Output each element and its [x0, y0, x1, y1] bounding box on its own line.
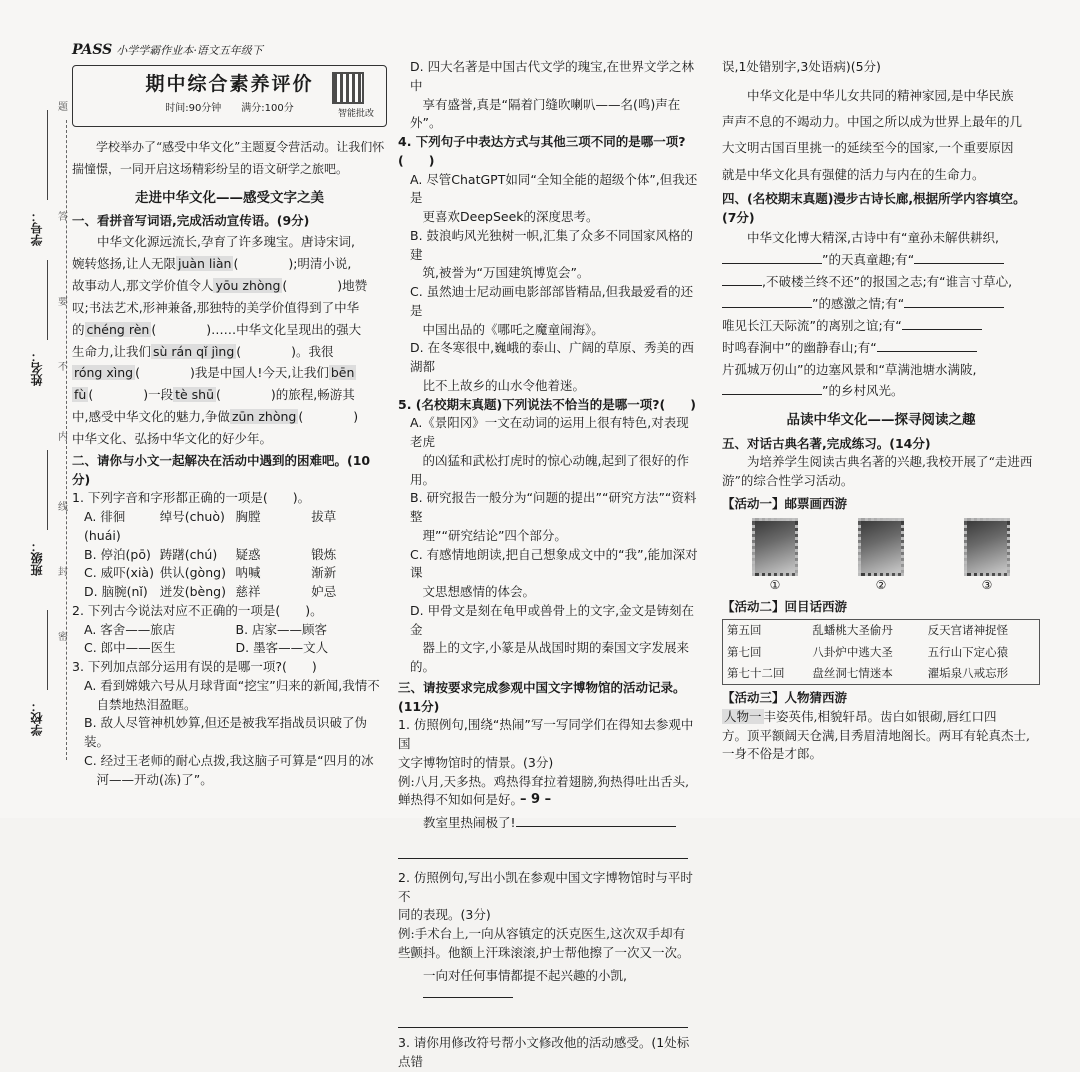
answer-row — [398, 967, 700, 1005]
option-line: D. 在冬寒很中,巍峨的泰山、广阔的草原、秀美的西湖都 — [410, 340, 695, 374]
option-line: B. 敌人尽管神机妙算,但还是被我军指战员识破了伪装。 — [84, 715, 367, 750]
option-row: C. 郎中——医生 D. 墨客——文人 — [84, 640, 329, 656]
question: 2. 下列古今说法对应不正确的一项是( )。 — [72, 602, 323, 618]
answer-line[interactable] — [398, 847, 688, 859]
option-line: 的凶猛和武松打虎时的惊心动魄,起到了很好的作用。 — [410, 452, 689, 487]
question: 3. 请你用修改符号帮小文修改他的活动感受。(1处标点错 — [398, 1035, 690, 1069]
question-heading: 二、请你与小文一起解决在活动中遇到的困难吧。(10分) — [72, 452, 371, 487]
answer-line[interactable] — [722, 383, 822, 395]
stamp-image — [964, 518, 1010, 576]
answer-line[interactable] — [902, 318, 982, 330]
pinyin: sù rán qǐ jìng — [152, 343, 235, 359]
options — [398, 171, 700, 396]
question-heading: 一、看拼音写词语,完成活动宣传语。(9分) — [72, 213, 310, 229]
question: 1. 下列字音和字形都正确的一项是( )。 — [72, 490, 311, 506]
passage-line: róng xìng ( )我是中国人!今天,让我们 bēn — [74, 365, 355, 381]
answer-line[interactable] — [722, 296, 812, 308]
chapter-table — [722, 619, 1040, 685]
answer-prompt: 教室里热闹极了! — [423, 815, 516, 830]
passage-line: 叹;书法艺术,形神兼备,那独特的美学价值得到了中华 — [72, 299, 360, 315]
name-label: 姓名： — [30, 350, 44, 386]
option-line: A. 看到嫦娥六号从月球背面“挖宝”归来的新闻,我情不 — [84, 677, 380, 693]
option-line: B. 鼓浪屿风光独树一帜,汇集了众多不同国家风格的建 — [410, 227, 693, 262]
exam-title: 期中综合素养评价 — [145, 73, 314, 95]
seal-char: 线 — [58, 502, 68, 513]
option-line: C. 经过王老师的耐心点拨,我这脑子可算是“四月的冰 — [84, 752, 374, 768]
answer-line[interactable] — [914, 252, 1004, 264]
school-label: 学校： — [30, 700, 44, 736]
qr-label: 智能批改 — [337, 109, 374, 119]
example: 例:手术台上,一向从容镇定的沃克医生,这次双手却有 些颤抖。他额上汗珠滚滚,护士帮他擦了一次又一次。 — [398, 926, 690, 960]
question: 5. (名校期末真题)下列说法不恰当的是哪一项?( ) — [398, 396, 696, 412]
option-line: 河——开动(冻)了”。 — [84, 771, 213, 787]
question-heading: 四、(名校期末真题)漫步古诗长廊,根据所学内容填空。(7分) — [722, 190, 1026, 225]
option-row: C. 威吓(xià) 供认(gòng) 呐喊 渐新 — [84, 565, 337, 581]
poetry-fill: 中华文化博大精深,古诗中有“童孙未解供耕织, ”的天真童趣;有“ ,不破楼兰终不还”的报国之志;有“谁言寸草心, ”的感激之情;有“ 唯见长江天际流”的离别之谊;有“ 时鸣春涧中”的幽静春山;有“ 片孤城万仞山”的边塞风景和“草满池塘水满陂, ”的乡村风光。 — [722, 230, 1013, 399]
activity-title: 【活动三】人物猜西游 — [722, 690, 848, 705]
passage-line: 婉转悠扬,让人无限 juàn liàn ( );明清小说, — [72, 256, 352, 272]
option-line: 文思想感情的体会。 — [410, 584, 536, 599]
column-3 — [722, 58, 1040, 764]
question: 1. 仿照例句,围绕“热闹”写一写同学们在得知去参观中国 文字博物馆时的情景。(3分) — [398, 717, 694, 770]
options — [398, 414, 700, 677]
stamps — [722, 518, 1040, 576]
seal-char: 内 — [58, 432, 68, 443]
seal-char: 题 — [58, 102, 68, 113]
passage-line: 的 chéng rèn ( )……中华文化呈现出的强大 — [72, 321, 362, 337]
question: 3. 下列加点部分运用有误的是哪一项?( ) — [72, 659, 317, 675]
question-heading: 五、对话古典名著,完成练习。(14分) — [722, 435, 931, 451]
pinyin: róng xìng — [74, 365, 134, 381]
example: 例:八月,天多热。鸡热得耷拉着翅膀,狗热得吐出舌头, 蝉热得不知如何是好。 — [398, 773, 690, 808]
option-row: A. 客舍——旅店 B. 店家——顾客 — [84, 621, 328, 637]
answer-line[interactable] — [722, 252, 822, 264]
pinyin-passage — [72, 231, 387, 450]
option-line: C. 虽然迪士尼动画电影部部皆精品,但我最爱看的还是 — [410, 284, 694, 318]
option-row: D. 脑腕(nǐ) 迸发(bèng) 慈祥 妒忌 — [84, 584, 337, 600]
activity-title: 【活动一】邮票画西游 — [722, 495, 848, 511]
option-line: D. 甲骨文是刻在龟甲或兽骨上的文字,金文是铸刻在金 — [410, 602, 695, 637]
passage-line: fù ( )一段 tè shū ( )的旅程,畅游其 — [74, 387, 355, 403]
answer-line[interactable] — [904, 296, 1004, 308]
exam-meta: 时间:90分钟 满分:100分 — [165, 102, 294, 114]
stamp-image — [752, 518, 798, 576]
options — [72, 677, 387, 790]
seal-char: 要 — [58, 297, 68, 308]
activity-title: 【活动二】回目话西游 — [722, 598, 848, 614]
pinyin: chéng rèn — [86, 321, 150, 337]
options — [72, 621, 387, 659]
qr-code-icon — [332, 72, 364, 104]
name-line — [47, 260, 48, 340]
answer-prompt: 一向对任何事情都提不起兴趣的小凯, — [423, 967, 627, 983]
class-line — [47, 450, 48, 530]
option-line: D. 四大名著是中国古代文学的瑰宝,在世界文学之林中 — [410, 59, 695, 93]
seal-char: 密 — [58, 632, 68, 643]
stamp-numbers: ① ② ③ — [769, 577, 993, 592]
table-row: 第七回 八卦炉中逃大圣 五行山下定心猿 — [727, 644, 1009, 659]
question-heading: 三、请按要求完成参观中国文字博物馆的活动记录。(11分) — [398, 679, 686, 714]
options — [398, 58, 700, 133]
character-label: 人物一 — [724, 708, 762, 724]
answer-row — [398, 814, 700, 833]
pinyin: bēn — [330, 365, 355, 381]
intro-text: 学校举办了“感受中华文化”主题夏令营活动。让我们怀揣憧憬，一同开启这场精彩纷呈的语文研学之旅吧。 — [72, 140, 385, 176]
pinyin: fù — [74, 387, 87, 403]
answer-line[interactable] — [722, 274, 762, 286]
option-row: B. 停泊(pō) 踌躇(chú) 疑惑 锻炼 — [84, 546, 337, 562]
question-continued: 误,1处错别字,3处语病)(5分) — [722, 59, 881, 74]
header-bar — [72, 40, 387, 61]
option-line: 理”“研究结论”四个部分。 — [410, 527, 567, 543]
title-box — [72, 65, 387, 127]
question: 4. 下列句子中表达方式与其他三项不同的是哪一项?( ) — [398, 134, 686, 168]
question: 2. 仿照例句,写出小凯在参观中国文字博物馆时与平时不 同的表现。(3分) — [398, 869, 693, 923]
brand-logo: PASS — [72, 42, 113, 58]
option-line: 享有盛誉,真是“隔着门缝吹喇叭——名(鸣)声在外”。 — [410, 96, 681, 131]
number-line — [47, 110, 48, 200]
section-title: 品读中华文化——探寻阅读之趣 — [786, 412, 976, 429]
table-row: 第五回 乱蟠桃大圣偷丹 反天宫诸神捉怪 — [727, 623, 1009, 638]
option-line: 器上的文字,小篆是从战国时期的秦国文字发展来的。 — [410, 640, 689, 674]
option-line: 比不上故乡的山水令他着迷。 — [410, 377, 586, 393]
number-label: 学号： — [30, 210, 44, 246]
passage-line: 中华文化源远流长,孕育了许多瑰宝。唐诗宋词, — [97, 234, 355, 250]
passage-to-correct: 中华文化是中华儿女共同的精神家园,是中华民族 声声不息的不竭动力。中国之所以成为世界上最年的几 大文明古国百里挑一的延续至今的国家,一个重要原因 就是中华文化具有强健的活力与内在的生命力。 — [722, 87, 1023, 182]
answer-line[interactable] — [877, 340, 977, 352]
option-line: C. 有感情地朗读,把自己想象成文中的“我”,能加深对课 — [410, 546, 698, 581]
class-label: 班级： — [30, 540, 44, 576]
option-line: 更喜欢DeepSeek的深度思考。 — [410, 209, 599, 224]
seal-char: 答 — [58, 212, 68, 223]
option-line: 筑,被誉为“万国建筑博览会”。 — [410, 265, 590, 281]
pinyin: zūn zhòng — [231, 409, 297, 425]
seal-char: 封 — [58, 567, 68, 578]
character-description: 人物一 丰姿英伟,相貌轩昂。齿白如银砌,唇红口四 方。顶平额阔天仓满,目秀眉清地阁长。两耳有轮真杰士, 一身不俗是才郎。 — [722, 708, 1030, 762]
page-number: – 9 – — [520, 792, 552, 807]
passage-line: 生命力,让我们 sù rán qǐ jìng ( )。我很 — [72, 343, 334, 359]
passage-line: 中,感受中华文化的魅力,争做 zūn zhòng ( ) — [72, 409, 359, 425]
series-name: 小学学霸作业本·语文五年级下 — [116, 44, 263, 57]
table-row: 第七十二回 盘丝洞七情迷本 濯垢泉八戒忘形 — [727, 665, 1009, 680]
activity-intro: 为培养学生阅读古典名著的兴趣,我校开展了“走进西 游”的综合性学习活动。 — [722, 454, 1033, 488]
binding-margin — [10, 50, 70, 770]
pinyin: juàn liàn — [177, 256, 232, 272]
pinyin: tè shū — [175, 387, 215, 403]
passage-line: 中华文化、弘扬中华文化的好少年。 — [72, 431, 273, 447]
section-title: 走进中华文化——感受文字之美 — [135, 190, 324, 207]
answer-line[interactable] — [398, 1016, 688, 1028]
option-line: A. 尽管ChatGPT如同“全知全能的超级个体”,但我还是 — [410, 171, 698, 206]
option-line: A.《景阳冈》一文在动词的运用上很有特色,对表现老虎 — [410, 415, 689, 449]
pinyin: yōu zhòng — [215, 277, 281, 293]
answer-line[interactable] — [423, 986, 513, 998]
answer-line[interactable] — [516, 815, 676, 827]
option-line: 自禁地热泪盈眶。 — [84, 696, 197, 712]
stamp-image — [858, 518, 904, 576]
seal-char: 不 — [58, 362, 68, 373]
school-line — [47, 610, 48, 690]
option-row: A. 徘徊(huái) 绰号(chuò) 胸膛 拔草 — [84, 509, 337, 543]
options — [72, 508, 387, 602]
passage-line: 故事动人,那文学价值令人 yōu zhòng ( )地赞 — [72, 277, 368, 293]
column-1 — [72, 40, 387, 789]
column-2 — [398, 58, 700, 1072]
option-line: 中国出品的《哪吒之魔童闹海》。 — [410, 321, 604, 337]
option-line: B. 研究报告一般分为“问题的提出”“研究方法”“资料整 — [410, 490, 697, 524]
